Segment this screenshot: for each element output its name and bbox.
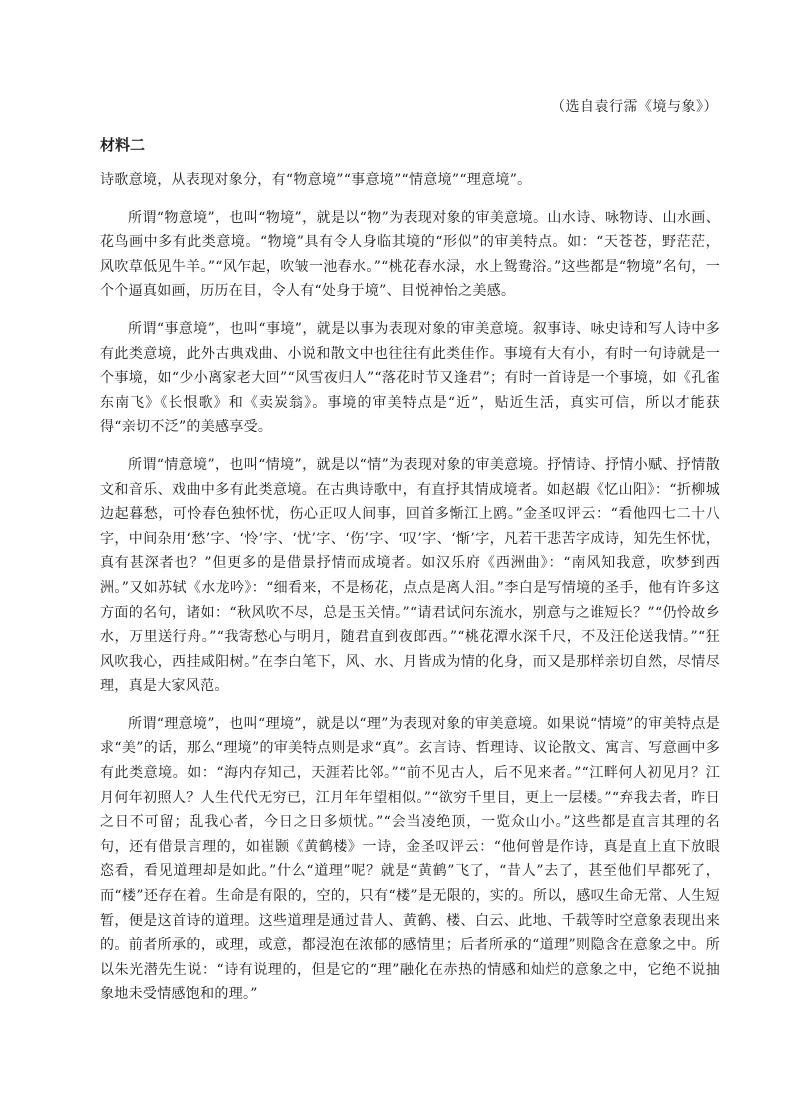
- paragraph-qing-yijing: 所谓“情意境”，也叫“情境”，就是以“情”为表现对象的审美意境。抒情诗、抒情小赋、抒情散文和音乐、戏曲中多有此类意境。在古典诗歌中，有直抒其情成境者。如赵嘏《忆山阳》：“折柳城边起暮愁，可怜春色独怀忧，伤心正叹人间事，回首多惭江上鸥。”金圣叹评云：“看他四七二十八字，中间杂用‘愁’字、‘怜’字、‘忧’字、‘伤’字、‘叹’字、‘惭’字，凡若干悲苦字成诗，知先生怀忧，真有甚深者也？”但更多的是借景抒情而成境者。如汉乐府《西洲曲》：“南风知我意，吹梦到西洲。”又如苏轼《水龙吟》：“细看来，不是杨花，点点是离人泪。”李白是写情境的圣手，他有许多这方面的名句，诸如：“秋风吹不尽，总是玉关情。”“请君试问东流水，别意与之谁短长？”“仍怜故乡水，万里送行舟。”“我寄愁心与明月，随君直到夜郎西。”“桃花潭水深千尺，不及汪伦送我情。”“狂风吹我心，西挂咸阳树。”在李白笔下，风、水、月皆成为情的化身，而又是那样亲切自然，尽情尽理，真是大家风范。: [100, 456, 720, 695]
- body-text: [100, 168, 720, 1007]
- section-heading: 材料二: [100, 136, 146, 154]
- paragraph-shi-yijing: 所谓“事意境”，也叫“事境”，就是以事为表现对象的审美意境。叙事诗、咏史诗和写人诗中多有此类意境，此外古典戏曲、小说和散文中也往往有此类佳作。事境有大有小，有时一句诗就是一个事境，如“少小离家老大回”“风雪夜归人”“落花时节又逢君”；有时一首诗是一个事境，如《孔雀东南飞》《长恨歌》和《卖炭翁》。事境的审美特点是“近”，贴近生活，真实可信，所以才能获得“亲切不泛”的美感享受。: [100, 320, 720, 436]
- source-citation: （选自袁行霈《境与象》）: [551, 99, 718, 115]
- paragraph-wu-yijing: 所谓“物意境”，也叫“物境”，就是以“物”为表现对象的审美意境。山水诗、咏物诗、山水画、花鸟画中多有此类意境。“物境”具有令人身临其境的“形似”的审美特点。如：“天苍苍，野茫茫，风吹草低见牛羊。”“风乍起，吹皱一池春水。”“桃花春水渌，水上鸳鸯浴。”这些都是“物境”名句，一个个逼真如画，历历在目，令人有“处身于境”、目悦神怡之美感。: [100, 209, 720, 300]
- intro-paragraph: 诗歌意境，从表现对象分，有“物意境”“事意境”“情意境”“理意境”。: [100, 172, 532, 188]
- paragraph-li-yijing: 所谓“理意境”，也叫“理境”，就是以“理”为表现对象的审美意境。如果说“情境”的审美特点是求“美”的话，那么“理境”的审美特点则是求“真”。玄言诗、哲理诗、议论散文、寓言、写意画中多有此类意境。如：“海内存知己，天涯若比邻。”“前不见古人，后不见来者。”“江畔何人初见月？江月何年初照人？人生代代无穷已，江月年年望相似。”“欲穷千里目，更上一层楼。”“弃我去者，昨日之日不可留；乱我心者，今日之日多烦忧。”“会当凌绝顶，一览众山小。”这些都是直言其理的名句，还有借景言理的，如崔颢《黄鹤楼》一诗，金圣叹评云：“他何曾是作诗，真是直上直下放眼恣看，看见道理却是如此。”什么“道理”呢？就是“黄鹤”飞了，“昔人”去了，甚至他们早都死了，而“楼”还存在着。生命是有限的，空的，只有“楼”是无限的，实的。所以，感叹生命无常、人生短暂，便是这首诗的道理。这些道理是通过昔人、黄鹤、楼、白云、此地、千载等时空意象表现出来的。前者所承的，或理，或意，都浸泡在浓郁的感情里；后者所承的“道理”则隐含在意象之中。所以朱光潜先生说：“诗有说理的，但是它的“理”融化在赤热的情感和灿烂的意象之中，它绝不说抽象地未受情感饱和的理。”: [100, 715, 720, 1003]
